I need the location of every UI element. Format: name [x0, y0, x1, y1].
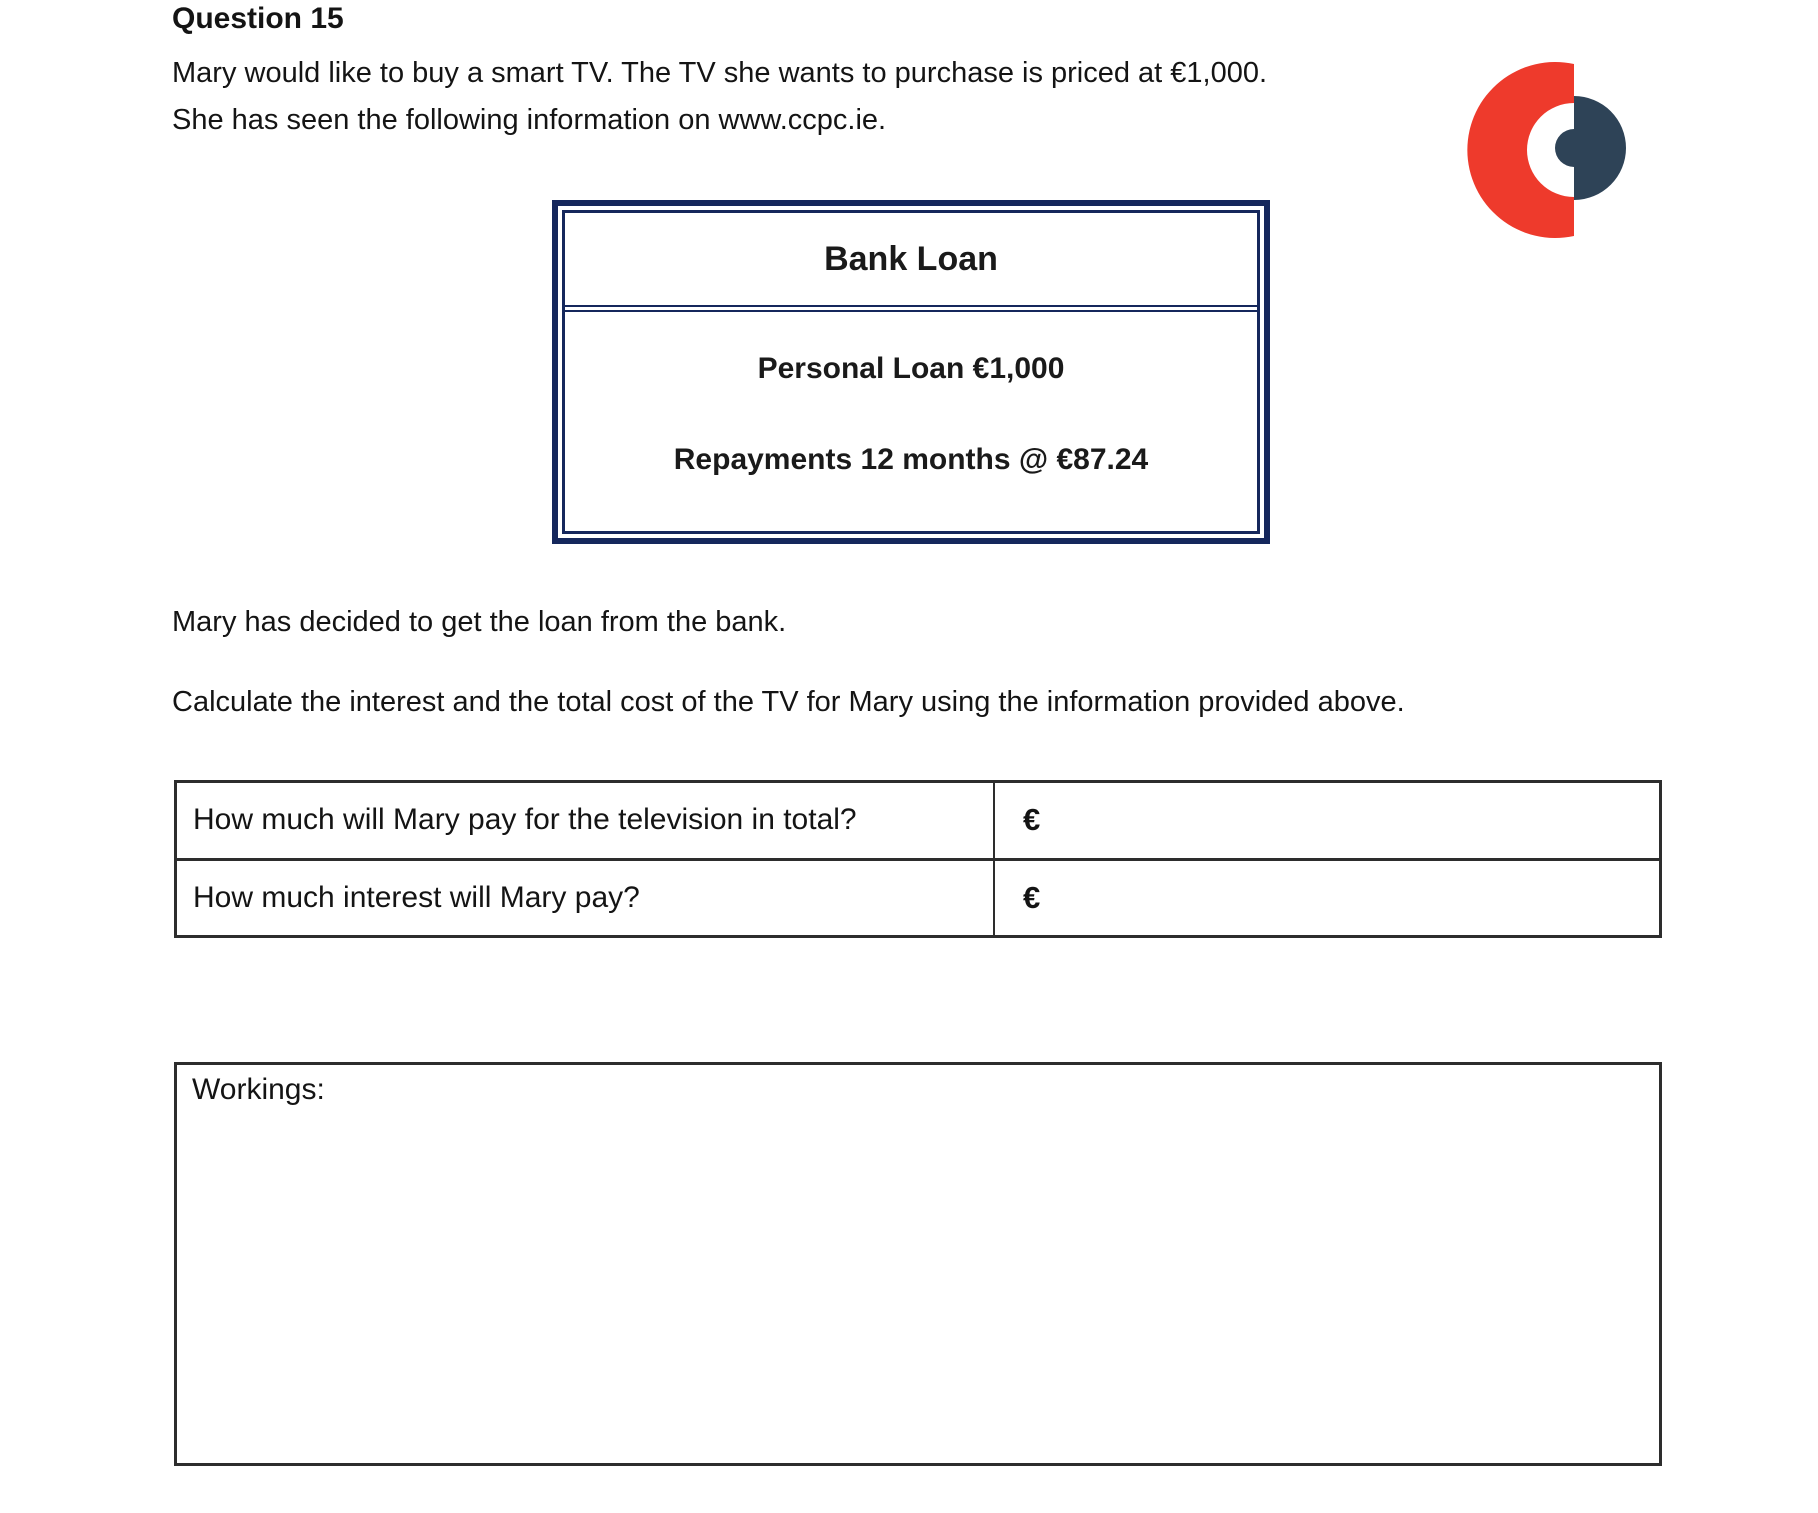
repayments-terms: Repayments 12 months @ €87.24: [673, 443, 1149, 476]
workings-box: [174, 1062, 1662, 1466]
ccpc-logo-navy-disc: [1555, 96, 1626, 200]
euro-symbol: €: [1023, 802, 1041, 838]
bank-loan-divider: [565, 305, 1257, 312]
bank-loan-details: [565, 312, 1257, 531]
workings-writing-area[interactable]: [177, 1117, 1659, 1463]
bank-loan-box: [552, 200, 1270, 544]
table-row: [177, 858, 1659, 936]
intro-paragraph: [172, 50, 1267, 144]
answer-cell-total-cost[interactable]: [995, 783, 1659, 858]
question-cell-interest: How much interest will Mary pay?: [177, 861, 995, 936]
euro-symbol: €: [1023, 879, 1041, 915]
question-cell-total-cost: How much will Mary pay for the television in total?: [177, 783, 995, 858]
answer-cell-interest[interactable]: [995, 861, 1659, 936]
workings-label: Workings:: [192, 1073, 325, 1106]
bank-loan-title: Bank Loan: [824, 239, 998, 278]
intro-line-1: Mary would like to buy a smart TV. The TV she wants to purchase is priced at €1,000.: [172, 57, 1268, 89]
question-number-heading: Question 15: [172, 2, 344, 35]
decision-text: Mary has decided to get the loan from the bank.: [172, 606, 787, 638]
intro-line-2: She has seen the following information on www.ccpc.ie.: [172, 104, 887, 136]
bank-loan-box-inner: [562, 210, 1260, 534]
instruction-text: Calculate the interest and the total cost of the TV for Mary using the information provided above.: [172, 686, 1405, 718]
personal-loan-amount: Personal Loan €1,000: [757, 352, 1065, 385]
table-row: [177, 783, 1659, 858]
ccpc-logo-icon: [1458, 58, 1640, 240]
answers-table: [174, 780, 1662, 938]
